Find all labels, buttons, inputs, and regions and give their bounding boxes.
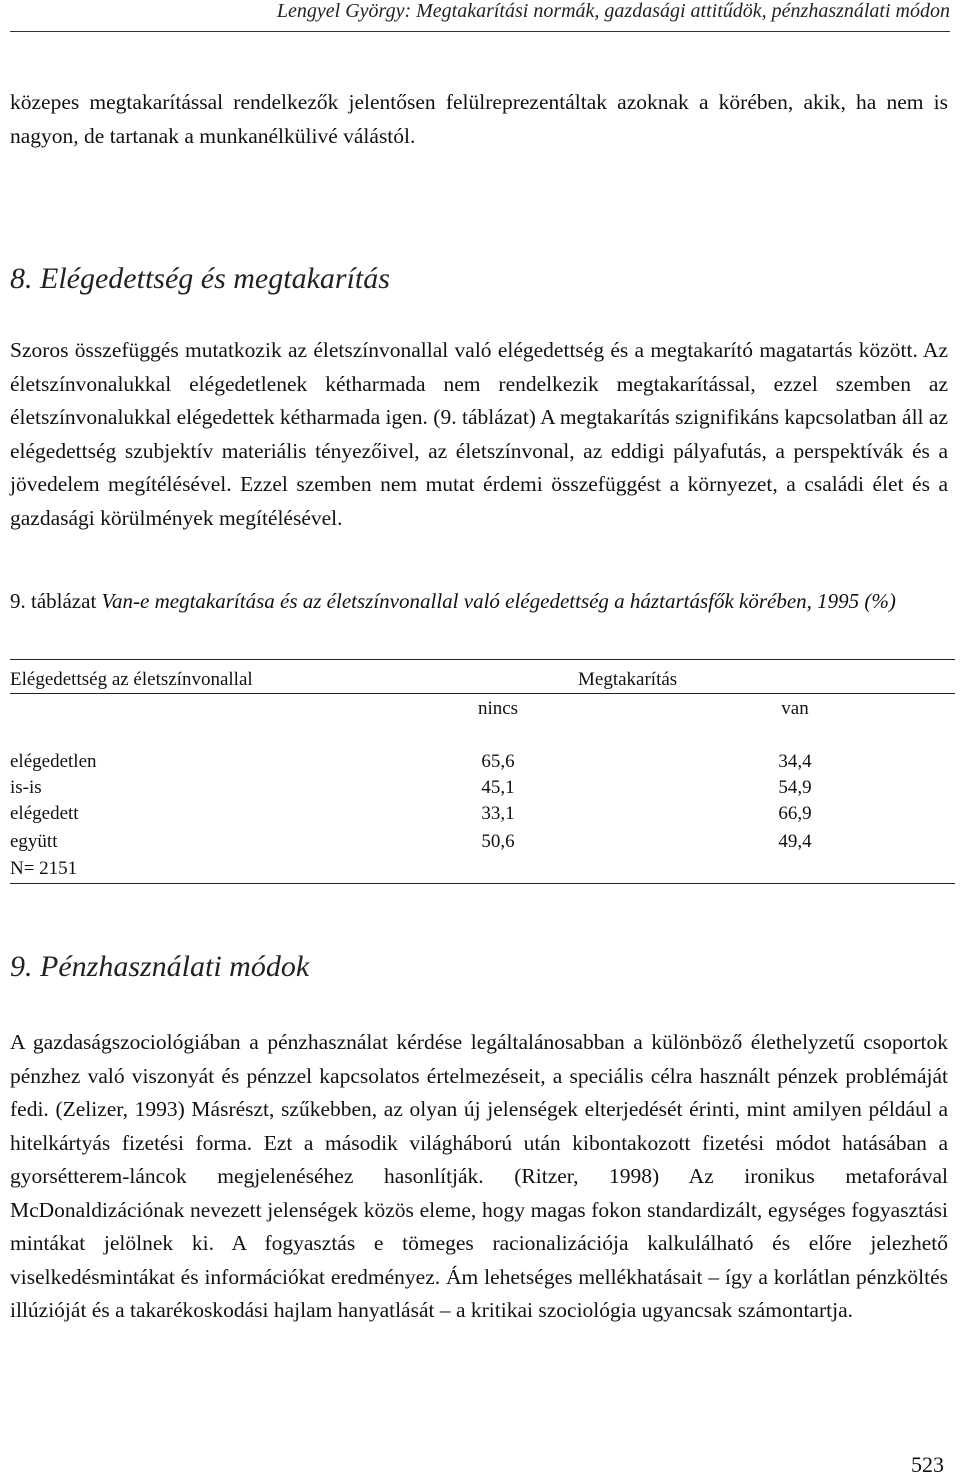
- table-9-caption-title: Van-e megtakarítása és az életszínvonallal való elégedettség a háztartásfők körében, 1995 (%): [101, 589, 896, 613]
- table-9-caption: [10, 587, 948, 616]
- table-header-rule: [10, 693, 955, 694]
- table-cell-nincs: 45,1: [481, 777, 515, 798]
- table-cell-van: 66,9: [778, 803, 812, 824]
- table-cell-van: 34,4: [778, 751, 812, 772]
- table-row-label: együtt: [10, 831, 58, 852]
- table-col-nincs: nincs: [477, 698, 519, 719]
- table-header-group: Megtakarítás: [578, 669, 678, 690]
- table-row-label: elégedett: [10, 803, 79, 824]
- table-9-caption-label: 9. táblázat: [10, 589, 97, 613]
- table-n-note: N= 2151: [10, 858, 78, 879]
- running-header: Lengyel György: Megtakarítási normák, gazdasági attitűdök, pénzhasználati módon: [276, 0, 950, 22]
- section-9-heading: 9. Pénzhasználati módok: [10, 950, 310, 983]
- table-cell-nincs: 33,1: [481, 803, 515, 824]
- table-cell-van: 49,4: [778, 831, 812, 852]
- table-row-label: is-is: [10, 777, 42, 798]
- table-bottom-rule: [10, 883, 955, 884]
- page-number: 523: [911, 1452, 944, 1477]
- table-row-label: elégedetlen: [10, 751, 97, 772]
- table-cell-nincs: 65,6: [481, 751, 515, 772]
- table-cell-van: 54,9: [778, 777, 812, 798]
- table-header-row-label: Elégedettség az életszínvonallal: [10, 669, 253, 690]
- intro-paragraph: közepes megtakarítással rendelkezők jelentősen felülreprezentáltak azoknak a körében, akik, ha nem is nagyon, de tartanak a munkanélkülivé válástól.: [10, 90, 948, 148]
- section-8-paragraph: Szoros összefüggés mutatkozik az életszínvonallal való elégedettség és a megtakarító magatartás között. Az életszínvonalukkal elégedetlenek kétharmada nem rendelkezik megtakarítással, ezzel szemben az életszínvonalukkal elégedettek kétharmada igen. (9. táblázat) A megtakarítás szignifikáns kapcsolatban áll az elégedettség szubjektív materiális tényezőivel, az életszínvonal, az eddigi pályafutás, a perspektívák és a jövedelem megítélésével. Ezzel szemben nem mutat érdemi összefüggést a környezet, a családi élet és a gazdasági körülmények megítélésével.: [10, 338, 948, 530]
- section-8-heading: 8. Elégedettség és megtakarítás: [10, 262, 390, 295]
- table-col-van: van: [781, 698, 809, 719]
- table-top-rule: [10, 659, 955, 660]
- header-rule: [10, 31, 950, 32]
- table-cell-nincs: 50,6: [481, 831, 515, 852]
- section-9-paragraph: A gazdaságszociológiában a pénzhasználat kérdése legáltalánosabban a különböző élethelyzetű csoportok pénzhez való viszonyát és pénzzel kapcsolatos értelmezéseit, a speciális célra használt pénzek problémáját fedi. (Zelizer, 1993) Másrészt, szűkebben, az olyan új jelenségek elterjedését érinti, mint amilyen például a hitelkártyás fizetési forma. Ezt a második világháború után kibontakozott fizetési módot hatásában a gyorsétterem-láncok megjelenéséhez hasonlítják. (Ritzer, 1998) Az ironikus metaforával McDonaldizációnak nevezett jelenségek közös eleme, hogy magas fokon standardizált, egységes fogyasztási mintákat jelölnek ki. A fogyasztás e tömeges racionalizációja kalkulálható és előre jelezhető viselkedésmintákat és információkat eredményez. Ám lehetséges mellékhatásait – így a korlátlan pénzköltés illúzióját és a takarékoskodási hajlam hanyatlását – a kritikai szociológia ugyancsak számontartja.: [10, 1030, 948, 1322]
